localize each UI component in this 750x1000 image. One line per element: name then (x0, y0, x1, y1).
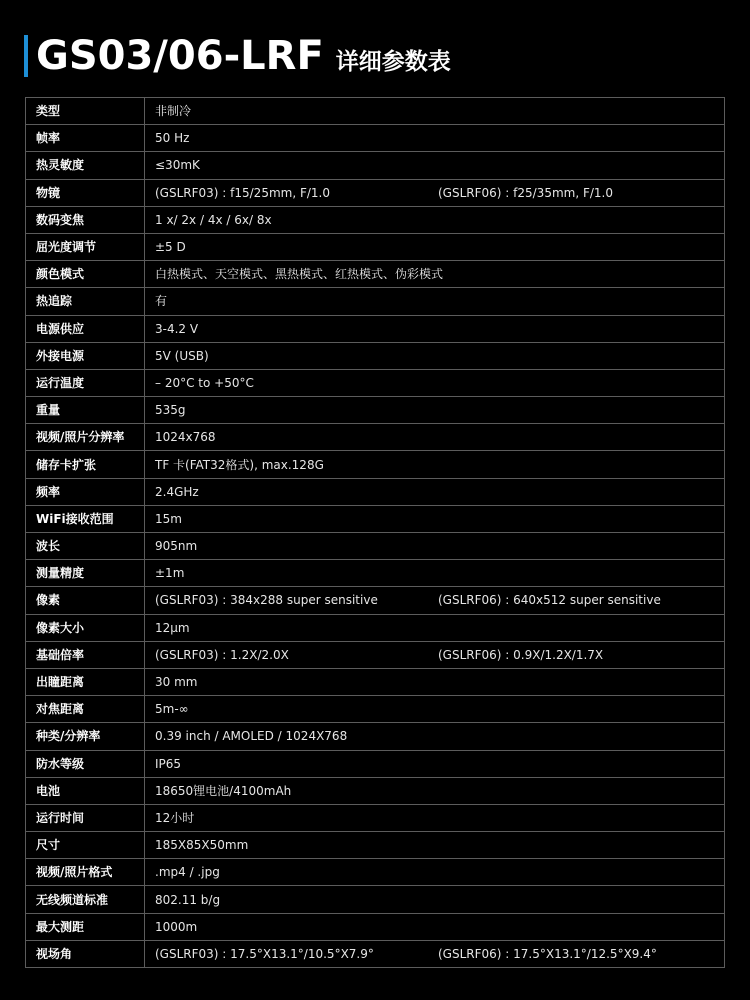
spec-row (26, 560, 725, 587)
spec-label: 波长 (26, 533, 145, 560)
spec-value-cell (145, 315, 725, 342)
spec-row (26, 424, 725, 451)
spec-value-cell (145, 206, 725, 233)
spec-row (26, 288, 725, 315)
spec-row (26, 342, 725, 369)
spec-label: 运行温度 (26, 369, 145, 396)
spec-row (26, 125, 725, 152)
spec-label: 电池 (26, 777, 145, 804)
spec-row (26, 98, 725, 125)
spec-row (26, 641, 725, 668)
spec-label: 基础倍率 (26, 641, 145, 668)
spec-label: 无线频道标准 (26, 886, 145, 913)
spec-value: 1000m (155, 919, 198, 934)
spec-value: 2.4GHz (155, 484, 199, 499)
spec-value: 185X85X50mm (155, 838, 249, 853)
spec-value: 535g (155, 403, 186, 418)
spec-row (26, 804, 725, 831)
spec-row (26, 859, 725, 886)
spec-value-cell (145, 288, 725, 315)
spec-row (26, 940, 725, 967)
spec-table (25, 97, 725, 968)
spec-row (26, 533, 725, 560)
spec-value: TF 卡(FAT32格式), max.128G (155, 457, 324, 472)
spec-value-cell (145, 587, 725, 614)
spec-row (26, 913, 725, 940)
spec-table-body (26, 98, 725, 968)
spec-value: 5V (USB) (155, 348, 209, 363)
model-title: GS03/06-LRF (36, 33, 324, 79)
spec-value-cell (145, 886, 725, 913)
page-subtitle: 详细参数表 (335, 49, 451, 75)
spec-value-cell (145, 505, 725, 532)
spec-value: 30 mm (155, 675, 198, 690)
spec-value: 3-4.2 V (155, 321, 199, 336)
spec-label: 电源供应 (26, 315, 145, 342)
spec-label: 屈光度调节 (26, 233, 145, 260)
spec-row (26, 668, 725, 695)
spec-label: 重量 (26, 397, 145, 424)
spec-label: 热灵敏度 (26, 152, 145, 179)
spec-value: ≤30mK (155, 158, 200, 173)
spec-value: 18650锂电池/4100mAh (155, 783, 292, 798)
spec-row (26, 777, 725, 804)
spec-label: 物镜 (26, 179, 145, 206)
spec-row (26, 832, 725, 859)
spec-label: 热追踪 (26, 288, 145, 315)
spec-label: 像素大小 (26, 614, 145, 641)
spec-value: 12小时 (155, 810, 195, 825)
spec-row (26, 206, 725, 233)
spec-row (26, 397, 725, 424)
spec-value-pair (155, 186, 724, 200)
spec-label: 帧率 (26, 125, 145, 152)
spec-label: 种类/分辨率 (26, 723, 145, 750)
spec-value-cell (145, 478, 725, 505)
spec-value: 有 (155, 294, 168, 309)
spec-label: 视频/照片格式 (26, 859, 145, 886)
spec-value-cell (145, 369, 725, 396)
spec-value-cell (145, 397, 725, 424)
spec-label: 对焦距离 (26, 696, 145, 723)
spec-label: 尺寸 (26, 832, 145, 859)
spec-row (26, 505, 725, 532)
spec-row (26, 369, 725, 396)
spec-value: – 20°C to +50°C (155, 375, 254, 390)
spec-value-cell (145, 560, 725, 587)
spec-value-cell (145, 533, 725, 560)
spec-label: 颜色模式 (26, 261, 145, 288)
spec-value: .mp4 / .jpg (155, 865, 220, 880)
spec-label: 视频/照片分辨率 (26, 424, 145, 451)
spec-value-cell (145, 804, 725, 831)
spec-value-cell (145, 342, 725, 369)
spec-value-pair (155, 648, 724, 662)
spec-value-gslrf06: (GSLRF06) : 0.9X/1.2X/1.7X (438, 647, 604, 662)
spec-value-cell (145, 750, 725, 777)
spec-value: ±5 D (155, 240, 186, 255)
spec-value-cell (145, 233, 725, 260)
spec-value-cell (145, 179, 725, 206)
spec-value: 0.39 inch / AMOLED / 1024X768 (155, 729, 348, 744)
spec-row (26, 696, 725, 723)
spec-label: 外接电源 (26, 342, 145, 369)
spec-label: 类型 (26, 98, 145, 125)
spec-value-pair (155, 947, 724, 961)
spec-value-cell (145, 832, 725, 859)
spec-value: 5m-∞ (155, 702, 189, 717)
spec-value: 905nm (155, 539, 198, 554)
spec-value-cell (145, 859, 725, 886)
spec-value: 50 Hz (155, 131, 190, 146)
spec-row (26, 614, 725, 641)
spec-value-cell (145, 261, 725, 288)
spec-row (26, 723, 725, 750)
spec-label: 数码变焦 (26, 206, 145, 233)
spec-row (26, 152, 725, 179)
spec-label: 运行时间 (26, 804, 145, 831)
spec-label: 出瞳距离 (26, 668, 145, 695)
spec-label: 测量精度 (26, 560, 145, 587)
spec-value-cell (145, 451, 725, 478)
spec-value-gslrf06: (GSLRF06) : 17.5°X13.1°/12.5°X9.4° (438, 946, 657, 961)
spec-label: 防水等级 (26, 750, 145, 777)
spec-value-gslrf03: (GSLRF03) : 1.2X/2.0X (155, 647, 289, 662)
spec-row (26, 587, 725, 614)
page-header (24, 34, 451, 78)
spec-value: 1024x768 (155, 430, 216, 445)
spec-row (26, 478, 725, 505)
spec-value-gslrf03: (GSLRF03) : 17.5°X13.1°/10.5°X7.9° (155, 946, 374, 961)
spec-row (26, 233, 725, 260)
spec-value-cell (145, 913, 725, 940)
spec-value-gslrf06: (GSLRF06) : f25/35mm, F/1.0 (438, 185, 613, 200)
spec-value: 1 x/ 2x / 4x / 6x/ 8x (155, 212, 272, 227)
spec-value-cell (145, 668, 725, 695)
spec-value-cell (145, 777, 725, 804)
spec-row (26, 261, 725, 288)
spec-value-cell (145, 98, 725, 125)
spec-label: 像素 (26, 587, 145, 614)
spec-row (26, 750, 725, 777)
spec-value: 15m (155, 511, 182, 526)
spec-value-cell (145, 152, 725, 179)
spec-value-gslrf03: (GSLRF03) : f15/25mm, F/1.0 (155, 185, 330, 200)
spec-label: 储存卡扩张 (26, 451, 145, 478)
spec-value: 非制冷 (155, 104, 192, 119)
spec-value: IP65 (155, 756, 182, 771)
spec-value-cell (145, 125, 725, 152)
spec-label: WiFi接收范围 (26, 505, 145, 532)
spec-value: ±1m (155, 566, 185, 581)
spec-label: 频率 (26, 478, 145, 505)
spec-value: 白热模式、天空模式、黑热模式、红热模式、伪彩模式 (155, 267, 444, 282)
spec-label: 视场角 (26, 940, 145, 967)
spec-value-cell (145, 696, 725, 723)
spec-row (26, 179, 725, 206)
spec-value-cell (145, 940, 725, 967)
spec-row (26, 886, 725, 913)
spec-row (26, 451, 725, 478)
spec-value-cell (145, 614, 725, 641)
spec-value-pair (155, 593, 724, 607)
spec-label: 最大测距 (26, 913, 145, 940)
spec-value-gslrf06: (GSLRF06) : 640x512 super sensitive (438, 593, 661, 608)
spec-value: 12μm (155, 620, 190, 635)
spec-value-cell (145, 723, 725, 750)
spec-value: 802.11 b/g (155, 892, 221, 907)
spec-value-cell (145, 641, 725, 668)
title-accent-bar (24, 35, 28, 77)
spec-value-cell (145, 424, 725, 451)
spec-value-gslrf03: (GSLRF03) : 384x288 super sensitive (155, 593, 378, 608)
spec-row (26, 315, 725, 342)
